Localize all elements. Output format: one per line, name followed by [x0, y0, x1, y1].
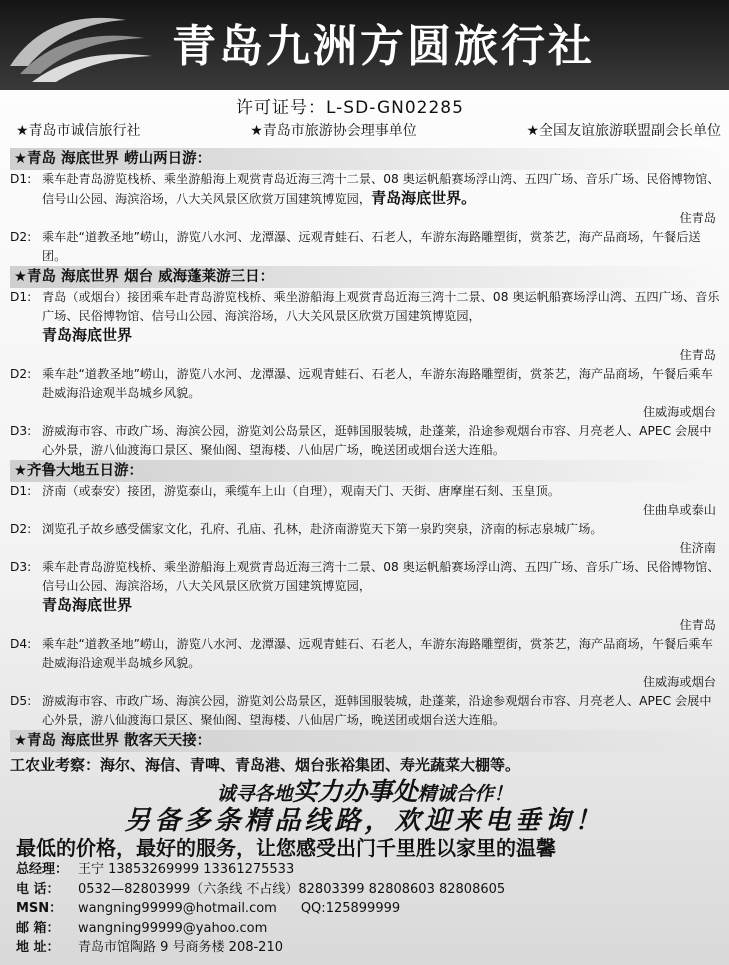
slogan-post: 精诚合作！	[417, 783, 513, 805]
itinerary-section	[10, 148, 722, 776]
industry-tour-line: 工农业考察：海尔、海信、青啤、青岛港、烟台张裕集团、寿光蔬菜大棚等。	[10, 756, 521, 774]
day-label: D2:	[10, 230, 32, 244]
agency-title: 青岛九洲方圆旅行社	[172, 21, 595, 72]
day-highlight: 青岛海底世界	[42, 596, 133, 614]
day-label: D2:	[10, 522, 32, 536]
honor-item: ★全国友谊旅游联盟副会长单位	[526, 123, 721, 139]
day-description	[42, 288, 722, 346]
day-label: D1:	[10, 172, 32, 186]
contact-value: 王宁 13853269999 13361275533	[78, 862, 295, 877]
stay-note: 住青岛	[679, 348, 716, 362]
contact-row	[16, 860, 505, 880]
header-banner	[0, 0, 729, 90]
day-text: 青岛（或烟台）接团乘车赴青岛游览栈桥、乘坐游船海上观赏青岛近海三湾十二景、08 奥运帆船赛场浮山湾、五四广场、音乐广场、民俗博物馆、信号山公园、海滨浴场，八大关风景区欣赏万国建筑博览园，	[42, 290, 720, 323]
contact-value: 青岛市馆陶路 9 号商务楼 208-210	[78, 940, 283, 955]
day-text: 游威海市容、市政广场、海滨公园，游览刘公岛景区，逛韩国服装城，赴蓬莱，沿途参观烟台市容、月亮老人、APEC 会展中心外景，游八仙渡海口景区、聚仙阁、望海楼、八仙居广场，晚送团或烟台送大连船。	[42, 694, 712, 727]
day-label: D1:	[10, 484, 32, 498]
contact-label: 总经理：	[16, 862, 69, 877]
day-text: 济南（或泰安）接团，游览泰山，乘缆车上山（自理），观南天门、天街、唐摩崖石刻、玉皇顶。	[42, 484, 560, 498]
day-label: D3:	[10, 424, 32, 438]
stay-note: 住济南	[679, 541, 716, 555]
day-item	[10, 288, 722, 346]
slogan-emphasis: 实力办事处	[292, 777, 418, 806]
day-text: 乘车赴“道教圣地”崂山，游览八水河、龙潭瀑、远观青蛙石、石老人，车游东海路雕塑街，赏茶艺，海产品商场，午餐后乘车赴威海沿途观半岛城乡风貌。	[42, 367, 713, 400]
day-text: 乘车赴青岛游览栈桥、乘坐游船海上观赏青岛近海三湾十二景、08 奥运帆船赛场浮山湾、五四广场、音乐广场、民俗博物馆、信号山公园、海滨浴场，八大关风景区欣赏万国建筑博览园，	[42, 172, 720, 206]
day-text: 乘车赴青岛游览栈桥、乘坐游船海上观赏青岛近海三湾十二景、08 奥运帆船赛场浮山湾、五四广场、音乐广场、民俗博物馆、信号山公园、海滨浴场，八大关风景区欣赏万国建筑博览园，	[42, 560, 720, 593]
day-description	[42, 170, 722, 209]
contact-extra-label: QQ:	[300, 901, 326, 916]
stay-note: 住威海或烟台	[642, 675, 716, 689]
service-promise: 最低的价格，最好的服务，让您感受出门千里胜以家里的温馨	[16, 836, 556, 860]
day-text: 乘车赴“道教圣地”崂山，游览八水河、龙潭瀑、远观青蛙石、石老人，车游东海路雕塑街，赏茶艺，海产品商场，午餐后送团。	[42, 230, 701, 263]
day-description	[42, 558, 722, 616]
contact-extra-value: 125899999	[325, 901, 401, 916]
honor-item: ★青岛市诚信旅行社	[16, 123, 141, 139]
route-title: ★青岛 海底世界 烟台 威海蓬莱游三日：	[10, 266, 722, 288]
day-label: D2:	[10, 367, 32, 381]
contact-row	[16, 880, 505, 900]
day-label: D1:	[10, 290, 32, 304]
day-item	[10, 482, 722, 501]
route-title: ★齐鲁大地五日游：	[10, 460, 722, 482]
day-item	[10, 520, 722, 539]
contact-row	[16, 919, 505, 939]
route-title: ★青岛 海底世界 崂山两日游：	[10, 148, 722, 170]
license-number: 许可证号：L-SD-GN02285	[236, 98, 464, 118]
day-text: 乘车赴“道教圣地”崂山，游览八水河、龙潭瀑、远观青蛙石、石老人，车游东海路雕塑街，赏茶艺，海产品商场，午餐后乘车赴威海沿途观半岛城乡风貌。	[42, 637, 713, 670]
contact-value: wangning99999@hotmail.com	[78, 901, 277, 916]
stay-note: 住青岛	[679, 211, 716, 225]
day-highlight: 青岛海底世界	[42, 326, 133, 344]
contact-label: MSN：	[16, 901, 63, 916]
day-item	[10, 635, 722, 673]
contact-label: 地 址：	[16, 940, 60, 955]
day-highlight: 青岛海底世界。	[371, 189, 477, 207]
contact-value: wangning99999@yahoo.com	[78, 920, 268, 936]
day-item	[10, 365, 722, 403]
routes-slogan: 另备多条精品线路，欢迎来电垂询！	[124, 806, 605, 836]
day-label: D5:	[10, 694, 32, 708]
day-item	[10, 558, 722, 616]
contact-row	[16, 899, 505, 919]
stay-note: 住曲阜或泰山	[642, 503, 716, 517]
contact-block	[16, 860, 505, 958]
day-item	[10, 692, 722, 730]
day-item	[10, 170, 722, 209]
honors-row	[16, 120, 721, 140]
stay-note: 住威海或烟台	[642, 405, 716, 419]
day-text: 浏览孔子故乡感受儒家文化，孔府、孔庙、孔林，赴济南游览天下第一泉趵突泉，济南的标志泉城广场。	[42, 522, 603, 536]
slogan-pre: 诚寻各地	[216, 783, 293, 805]
contact-label: 电 话：	[16, 881, 60, 897]
day-text: 游威海市容、市政广场、海滨公园，游览刘公岛景区，逛韩国服装城，赴蓬莱，沿途参观烟台市容、月亮老人、APEC 会展中心外景，游八仙渡海口景区、聚仙阁、望海楼、八仙居广场，晚送团或烟台送大连船。	[42, 424, 712, 457]
day-item	[10, 422, 722, 460]
contact-row	[16, 938, 505, 958]
contact-value: 0532—82803999（六条线 不占线）82803399 82808603 82808605	[78, 881, 506, 897]
wave-logo-icon	[6, 8, 156, 86]
day-item	[10, 228, 722, 266]
stay-note: 住青岛	[679, 618, 716, 632]
day-label: D3:	[10, 560, 32, 574]
day-label: D4:	[10, 637, 32, 651]
honor-item: ★青岛市旅游协会理事单位	[250, 123, 417, 139]
contact-label: 邮 箱：	[16, 920, 60, 936]
route-title: ★青岛 海底世界 散客天天接：	[10, 730, 722, 752]
